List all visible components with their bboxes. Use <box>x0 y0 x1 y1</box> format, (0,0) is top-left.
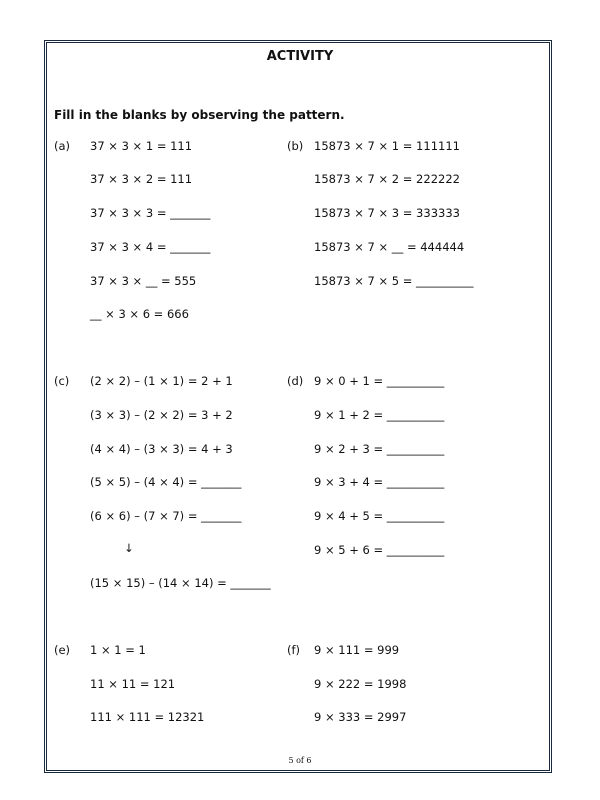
section-d-line-6: 9 × 5 + 6 = __________ <box>314 543 445 557</box>
section-b-line-4: 15873 × 7 × __ = 444444 <box>314 240 465 254</box>
section-f-line-1: 9 × 111 = 999 <box>314 643 400 657</box>
section-a-line-2: 37 × 3 × 2 = 111 <box>90 172 193 186</box>
section-c-line-2: (3 × 3) – (2 × 2) = 3 + 2 <box>90 408 233 422</box>
section-e-label: (e) <box>54 643 71 657</box>
section-d-line-1: 9 × 0 + 1 = __________ <box>314 374 445 388</box>
section-e-line-1: 1 × 1 = 1 <box>90 643 146 657</box>
section-a-line-5: 37 × 3 × __ = 555 <box>90 274 197 288</box>
page-title: ACTIVITY <box>266 49 334 64</box>
section-d-line-5: 9 × 4 + 5 = __________ <box>314 509 445 523</box>
instruction: Fill in the blanks by observing the pattern. <box>54 108 345 122</box>
section-a-label: (a) <box>54 139 71 153</box>
section-b-line-3: 15873 × 7 × 3 = 333333 <box>314 206 460 220</box>
section-f-label: (f) <box>287 643 301 657</box>
section-c-line-5: (6 × 6) – (7 × 7) = _______ <box>90 509 242 523</box>
section-d-line-4: 9 × 3 + 4 = __________ <box>314 475 445 489</box>
section-b-line-2: 15873 × 7 × 2 = 222222 <box>314 172 460 186</box>
section-f-line-3: 9 × 333 = 2997 <box>314 710 407 724</box>
section-f-line-2: 9 × 222 = 1998 <box>314 677 407 691</box>
section-c-line-7: (15 × 15) – (14 × 14) = _______ <box>90 576 271 590</box>
section-c-line-1: (2 × 2) – (1 × 1) = 2 + 1 <box>90 374 233 388</box>
section-d-label: (d) <box>287 374 304 388</box>
section-c-line-3: (4 × 4) – (3 × 3) = 4 + 3 <box>90 442 233 456</box>
section-a-line-6: __ × 3 × 6 = 666 <box>90 307 189 321</box>
section-a-line-4: 37 × 3 × 4 = _______ <box>90 240 211 254</box>
down-arrow-icon: ↓ <box>124 541 134 555</box>
section-c-line-4: (5 × 5) – (4 × 4) = _______ <box>90 475 242 489</box>
section-d-line-3: 9 × 2 + 3 = __________ <box>314 442 445 456</box>
section-a-line-1: 37 × 3 × 1 = 111 <box>90 139 193 153</box>
section-b-label: (b) <box>287 139 304 153</box>
section-a-line-3: 37 × 3 × 3 = _______ <box>90 206 211 220</box>
page-number: 5 of 6 <box>288 756 312 765</box>
section-b-line-1: 15873 × 7 × 1 = 111111 <box>314 139 460 153</box>
section-e-line-2: 11 × 11 = 121 <box>90 677 176 691</box>
section-e-line-3: 111 × 111 = 12321 <box>90 710 205 724</box>
section-b-line-5: 15873 × 7 × 5 = __________ <box>314 274 474 288</box>
section-c-label: (c) <box>54 374 70 388</box>
section-d-line-2: 9 × 1 + 2 = __________ <box>314 408 445 422</box>
